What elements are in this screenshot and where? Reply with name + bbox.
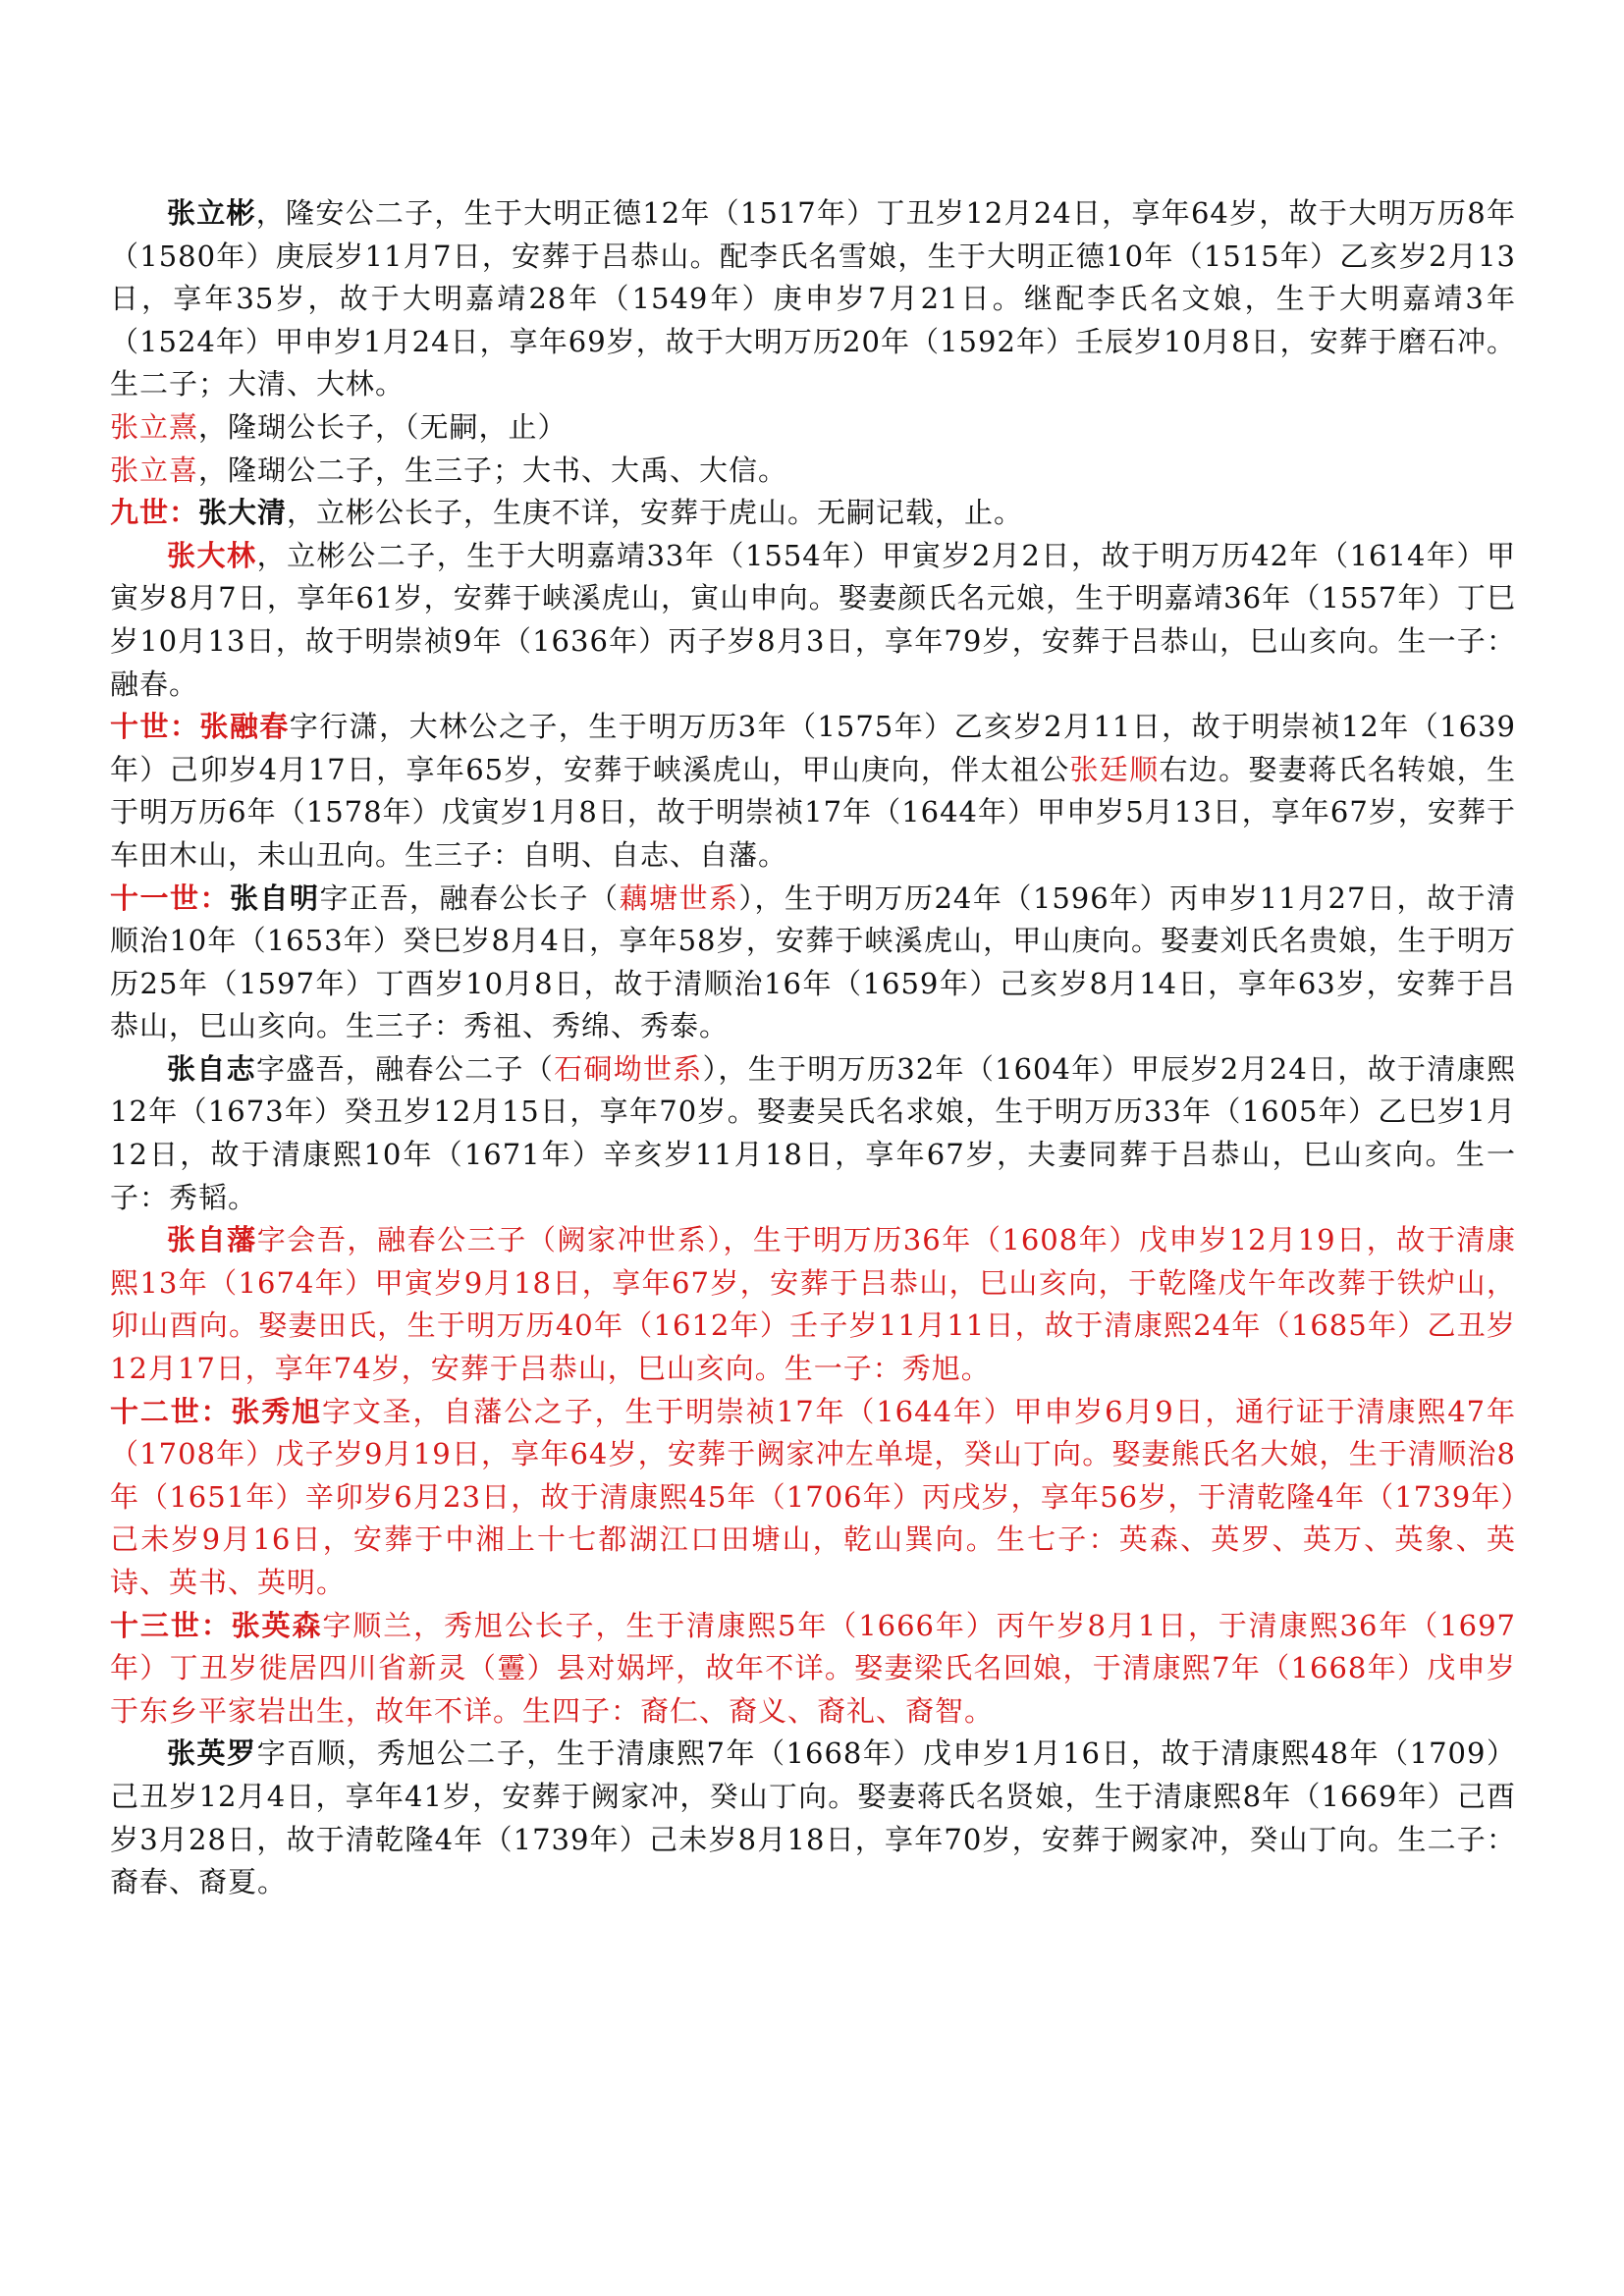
- entry-text: 右边。娶妻蒋氏名转娘，生于明万历6年（1578年）戊寅岁1月8日，故于明崇祯17年（1644年）甲申岁5月13日，享年67岁，安葬于车田木山，未山丑向。生三子：自明、自志、自藩。: [110, 752, 1516, 872]
- person-name: 张立熹: [110, 409, 199, 444]
- generation-label: 十二世：: [110, 1394, 232, 1428]
- genealogy-page: [110, 192, 1516, 1904]
- entry-zhang-rongchun: [110, 706, 1516, 877]
- entry-text: ，隆瑚公二子，生三子；大书、大禹、大信。: [198, 453, 788, 487]
- person-name: 张英罗: [167, 1736, 257, 1771]
- person-name: 张自明: [230, 881, 320, 915]
- entry-zhang-lixi-2: [110, 450, 1516, 493]
- generation-label: 十一世：: [110, 881, 230, 915]
- generation-label: 十三世：: [110, 1608, 232, 1642]
- entry-zhang-lixi-1: [110, 406, 1516, 450]
- entry-zhang-zifan: [110, 1219, 1516, 1390]
- entry-zhang-ziming: [110, 878, 1516, 1048]
- entry-text: ），生于明万历24年（1596年）丙申岁11月27日，故于清顺治10年（1653年）癸巳岁8月4日，享年58岁，安葬于峡溪虎山，甲山庚向。娶妻刘氏名贵娘，生于明万历25年（1597年）丁酉岁10月8日，故于清顺治16年（1659年）己亥岁8月14日，享年63岁，安葬于吕恭山，巳山亥向。生三子：秀祖、秀绵、秀泰。: [110, 881, 1516, 1043]
- branch-name: 藕塘世系: [619, 881, 739, 915]
- person-name: 张英森: [231, 1608, 323, 1642]
- entry-text: 字会吾，融春公三子（阙家冲世系），生于明万历36年（1608年）戊申岁12月19日，故于清康熙13年（1674年）甲寅岁9月18日，享年67岁，安葬于吕恭山，巳山亥向，于乾隆戊午年改葬于铁炉山，卯山酉向。娶妻田氏，生于明万历40年（1612年）壬子岁11月11日，故于清康熙24年（1685年）乙丑岁12月17日，享年74岁，安葬于吕恭山，巳山亥向。生一子：秀旭。: [110, 1223, 1516, 1386]
- entry-zhang-yingsen: [110, 1605, 1516, 1734]
- person-name: 张立喜: [110, 453, 199, 487]
- entry-text: ，立彬公长子，生庚不详，安葬于虎山。无嗣记载，止。: [287, 496, 1024, 530]
- entry-zhang-xiuxu: [110, 1391, 1516, 1605]
- entry-text: 字盛吾，融春公二子（: [255, 1051, 555, 1086]
- person-name: 张自志: [167, 1051, 256, 1086]
- branch-name: 石硐坳世系: [554, 1051, 703, 1086]
- entry-zhang-daqing: [110, 492, 1516, 535]
- person-name: 张自藩: [167, 1223, 257, 1257]
- entry-zhang-yingluo: [110, 1733, 1516, 1903]
- entry-text: ），生于明万历32年（1604年）甲辰岁2月24日，故于清康熙12年（1673年）癸丑岁12月15日，享年70岁。娶妻吴氏名求娘，生于明万历33年（1605年）乙巳岁1月12日，故于清康熙10年（1671年）辛亥岁11月18日，享年67岁，夫妻同葬于吕恭山，巳山亥向。生一子：秀韬。: [110, 1051, 1516, 1214]
- entry-text: 字行潇，大林公之子，生于明万历3年（1575年）乙亥岁2月11日，故于明崇祯12年（1639年）己卯岁4月17日，享年65岁，安葬于峡溪虎山，甲山庚向，伴太祖公: [110, 710, 1516, 786]
- generation-label: 九世：: [110, 496, 199, 530]
- person-name: 张融春: [199, 710, 290, 744]
- entry-text: ，隆瑚公长子，（无嗣，止）: [198, 409, 568, 444]
- person-name: 张大清: [198, 496, 288, 530]
- generation-label: 十世：: [110, 710, 200, 744]
- person-name: 张大林: [167, 538, 257, 572]
- person-name: 张秀旭: [231, 1394, 322, 1428]
- entry-text: ，隆安公二子，生于大明正德12年（1517年）丁丑岁12月24日，享年64岁，故于大明万历8年（1580年）庚辰岁11月7日，安葬于吕恭山。配李氏名雪娘，生于大明正德10年（1515年）乙亥岁2月13日，享年35岁，故于大明嘉靖28年（1549年）庚申岁7月21日。继配李氏名文娘，生于大明嘉靖3年（1524年）甲申岁1月24日，享年69岁，故于大明万历20年（1592年）壬辰岁10月8日，安葬于磨石冲。生二子；大清、大林。: [110, 196, 1516, 401]
- entry-zhang-zizhi: [110, 1048, 1516, 1219]
- entry-zhang-libin: [110, 192, 1516, 406]
- entry-text: 字顺兰，秀旭公长子，生于清康熙5年（1666年）丙午岁8月1日，于清康熙36年（1697年）丁丑岁徙居四川省新灵（霻）县对娲坪，故年不详。娶妻梁氏名回娘，于清康熙7年（1668年）戊申岁于东乡平家岩出生，故年不详。生四子：裔仁、裔义、裔礼、裔智。: [110, 1608, 1516, 1728]
- person-name: 张立彬: [167, 196, 256, 230]
- entry-text: 字文圣，自藩公之子，生于明崇祯17年（1644年）甲申岁6月9日，通行证于清康熙47年（1708年）戊子岁9月19日，享年64岁，安葬于阙家冲左单堤，癸山丁向。娶妻熊氏名大娘，生于清顺治8年（1651年）辛卯岁6月23日，故于清康熙45年（1706年）丙戌岁，享年56岁，于清乾隆4年（1739年）己未岁9月16日，安葬于中湘上十七都湖江口田塘山，乾山巽向。生七子：英森、英罗、英万、英象、英诗、英书、英明。: [110, 1394, 1516, 1599]
- ancestor-name: 张廷顺: [1069, 752, 1160, 786]
- entry-zhang-dalin: [110, 535, 1516, 706]
- entry-text: 字百顺，秀旭公二子，生于清康熙7年（1668年）戊申岁1月16日，故于清康熙48年（1709）己丑岁12月4日，享年41岁，安葬于阙家冲，癸山丁向。娶妻蒋氏名贤娘，生于清康熙8年（1669年）己酉岁3月28日，故于清乾隆4年（1739年）己未岁8月18日，享年70岁，安葬于阙家冲，癸山丁向。生二子：裔春、裔夏。: [110, 1736, 1516, 1899]
- entry-text: 字正吾，融春公长子（: [319, 881, 620, 915]
- entry-text: ，立彬公二子，生于大明嘉靖33年（1554年）甲寅岁2月2日，故于明万历42年（1614年）甲寅岁8月7日，享年61岁，安葬于峡溪虎山，寅山申向。娶妻颜氏名元娘，生于明嘉靖36年（1557年）丁巳岁10月13日，故于明崇祯9年（1636年）丙子岁8月3日，享年79岁，安葬于吕恭山，巳山亥向。生一子：融春。: [110, 538, 1516, 701]
